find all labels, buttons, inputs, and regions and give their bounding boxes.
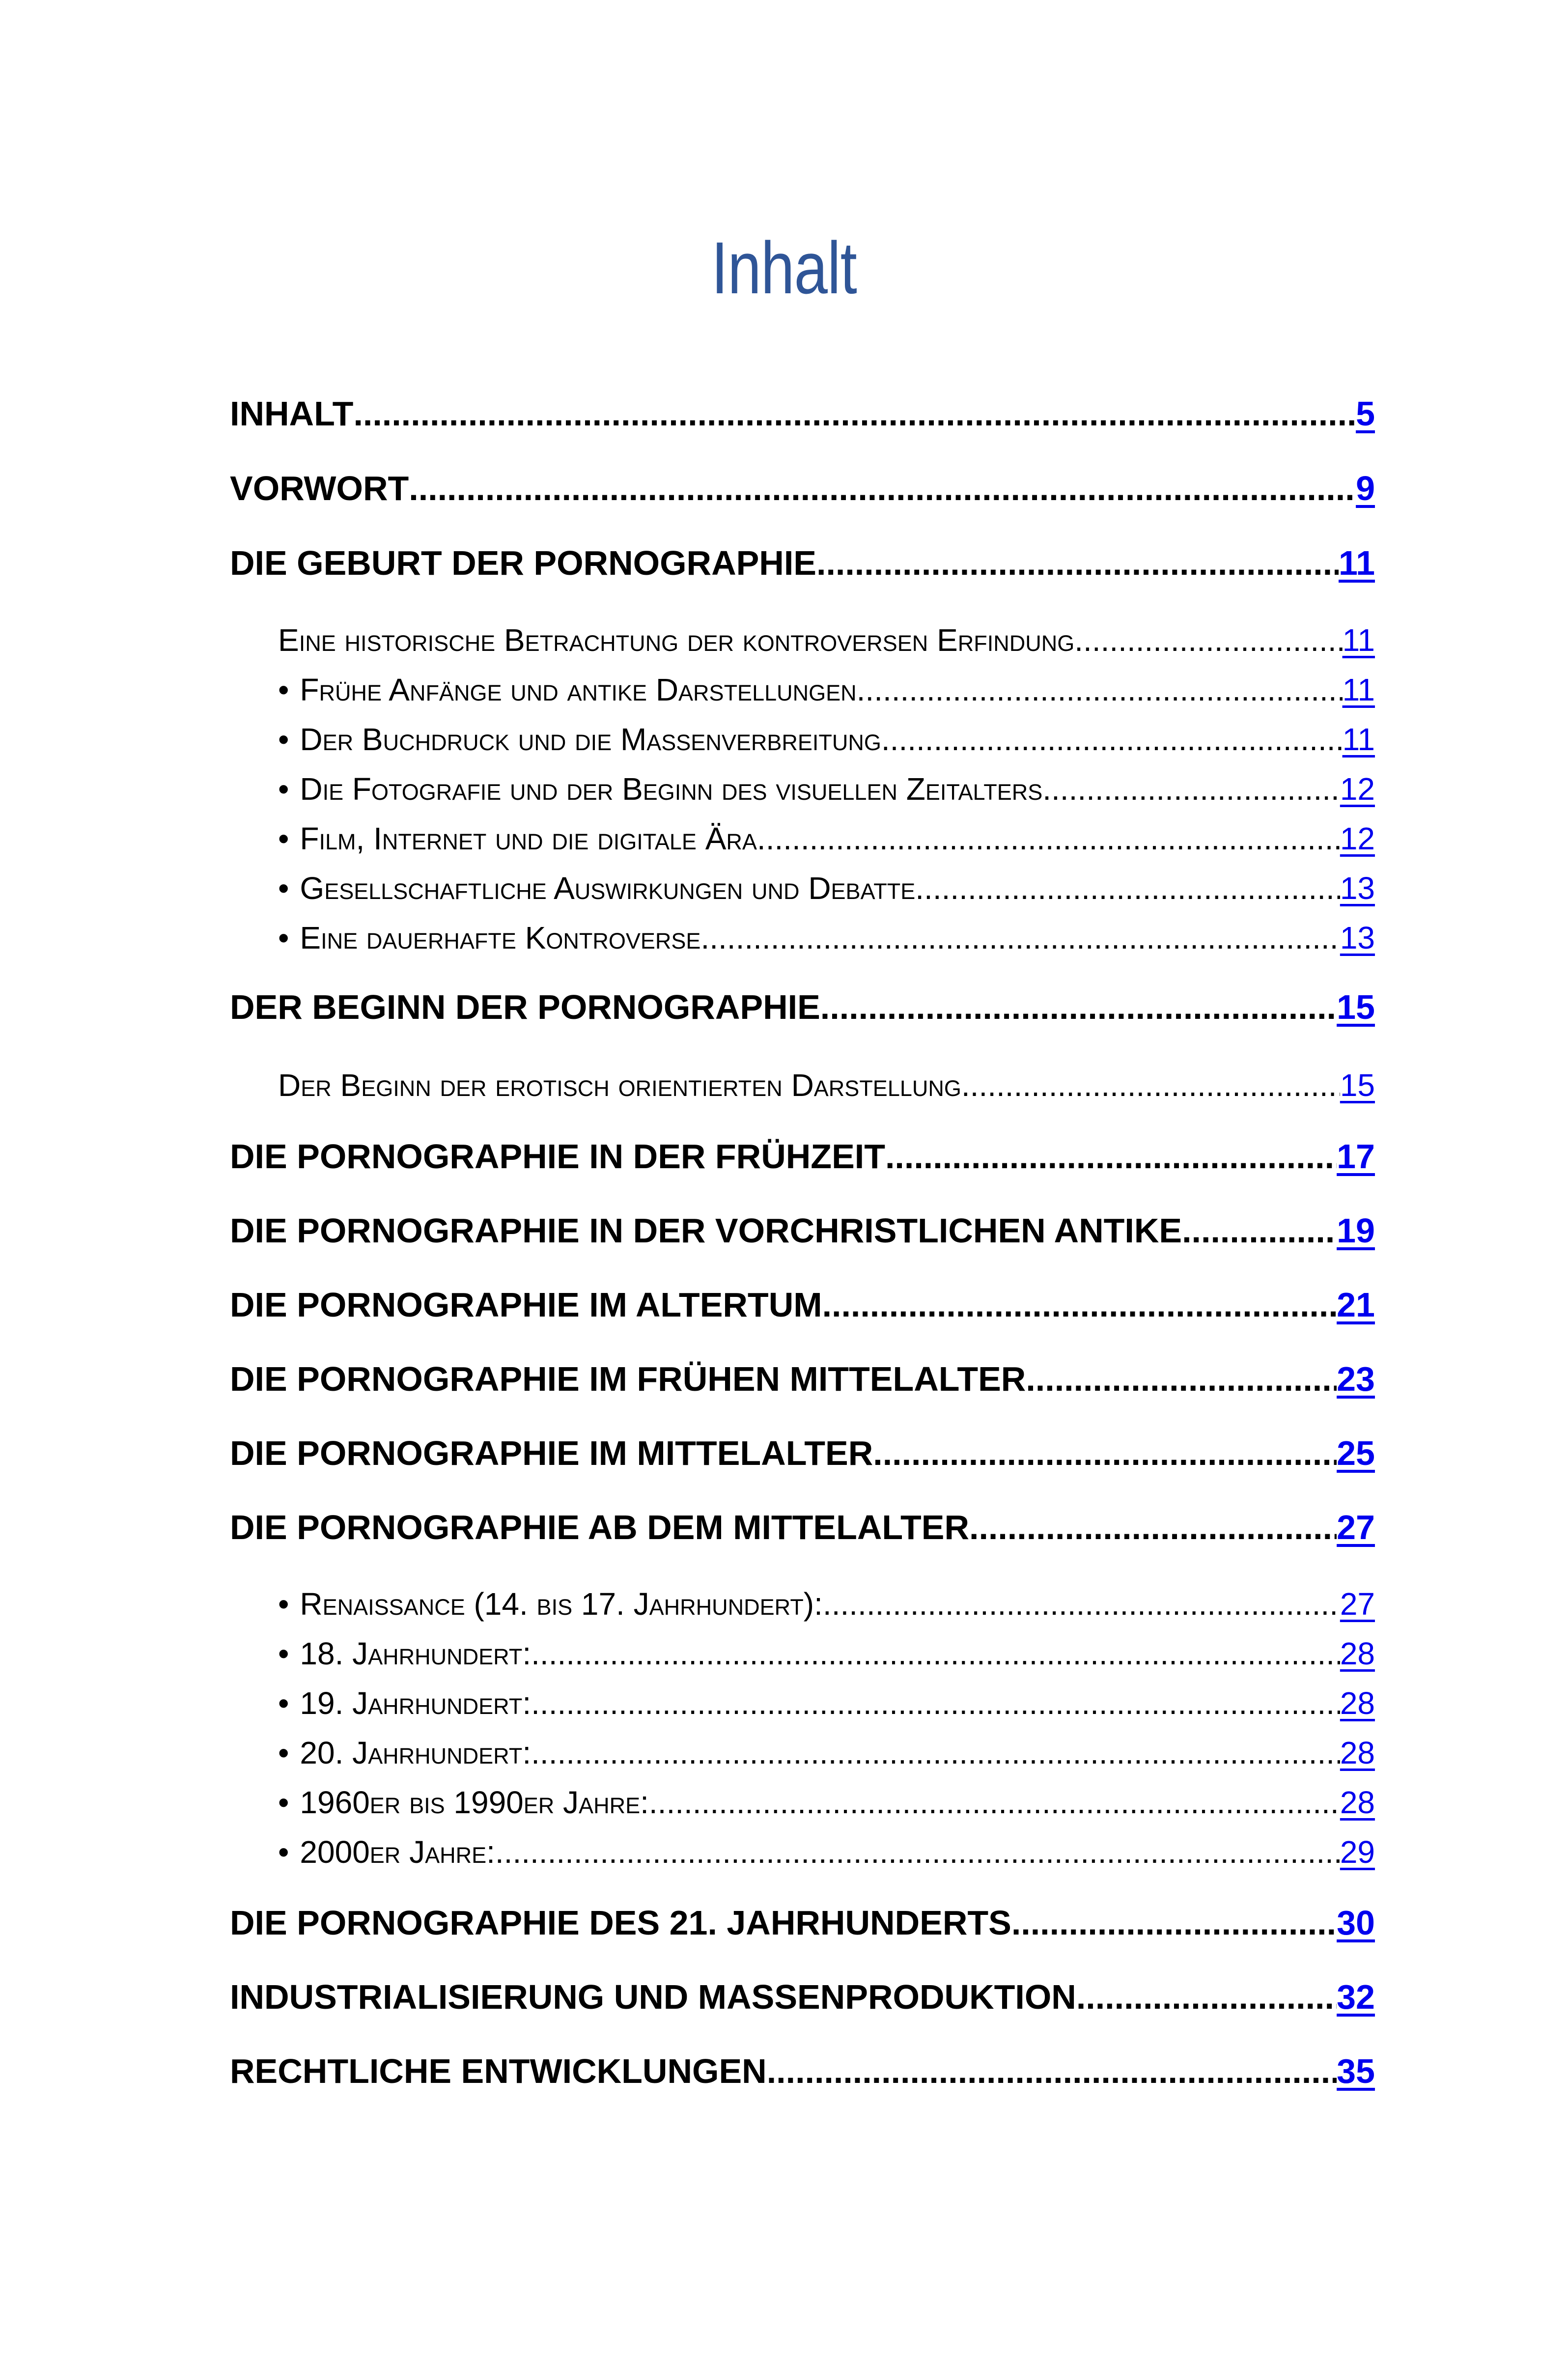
toc-entry-label: INDUSTRIALISIERUNG UND MASSENPRODUKTION	[230, 1978, 1076, 2016]
toc-leader-dots	[700, 920, 1340, 956]
toc-entry[interactable]	[230, 1433, 1375, 1473]
toc-page-link[interactable]: 13	[1340, 870, 1375, 906]
toc-page-link[interactable]: 12	[1340, 771, 1375, 807]
toc-page-link[interactable]: 35	[1337, 2052, 1375, 2090]
toc-page-link[interactable]: 28	[1340, 1636, 1375, 1671]
toc-entry[interactable]	[230, 1359, 1375, 1399]
toc-entry-label: DIE PORNOGRAPHIE IN DER FRÜHZEIT	[230, 1137, 885, 1176]
toc-leader-dots	[961, 1067, 1340, 1103]
toc-leader-dots	[531, 1635, 1340, 1672]
toc-page-link[interactable]: 12	[1340, 821, 1375, 856]
toc-leader-dots	[881, 721, 1343, 758]
toc-entry-label: 18. Jahrhundert:	[300, 1636, 532, 1671]
toc-entry-label: 1960er bis 1990er Jahre:	[300, 1785, 649, 1820]
toc-entry-label: Eine historische Betrachtung der kontroversen Erfindung	[278, 622, 1075, 658]
bullet-icon: •	[278, 1586, 289, 1622]
toc-leader-dots	[495, 1834, 1340, 1870]
bullet-icon: •	[278, 672, 289, 707]
toc-page-link[interactable]: 28	[1340, 1785, 1375, 1820]
toc-entry-label: DER BEGINN DER PORNOGRAPHIE	[230, 988, 820, 1026]
toc-subentry[interactable]	[278, 1834, 1375, 1870]
toc-entry-label: Renaissance (14. bis 17. Jahrhundert):	[300, 1586, 823, 1622]
toc-subentry[interactable]	[278, 771, 1375, 807]
toc-entry[interactable]	[230, 1977, 1375, 2017]
toc-entry-label: DIE PORNOGRAPHIE DES 21. JAHRHUNDERTS	[230, 1904, 1011, 1942]
toc-page-link[interactable]: 11	[1342, 672, 1375, 707]
toc-leader-dots	[353, 394, 1356, 433]
toc-entry-label: DIE PORNOGRAPHIE AB DEM MITTELALTER	[230, 1508, 969, 1546]
toc-subentry[interactable]	[278, 1735, 1375, 1771]
toc-leader-dots	[531, 1735, 1340, 1771]
toc-entry-label: 19. Jahrhundert:	[300, 1685, 532, 1721]
toc-page-link[interactable]: 25	[1337, 1434, 1375, 1472]
bullet-icon: •	[278, 920, 289, 955]
toc-leader-dots	[969, 1508, 1337, 1547]
bullet-icon: •	[278, 1834, 289, 1870]
toc-subentry[interactable]	[278, 870, 1375, 906]
toc-entry-label: Die Fotografie und der Beginn des visuellen Zeitalters	[300, 771, 1043, 807]
toc-entry-label: DIE PORNOGRAPHIE IM FRÜHEN MITTELALTER	[230, 1360, 1026, 1398]
bullet-icon: •	[278, 870, 289, 906]
toc-leader-dots	[820, 987, 1337, 1027]
page-title: Inhalt	[711, 226, 857, 309]
toc-page-link[interactable]: 15	[1340, 1067, 1375, 1103]
toc-leader-dots	[1182, 1211, 1337, 1250]
toc-page-link[interactable]: 11	[1339, 544, 1375, 582]
toc-page-link[interactable]: 21	[1337, 1286, 1375, 1324]
toc-leader-dots	[531, 1685, 1340, 1721]
toc-entry[interactable]	[230, 394, 1375, 433]
toc-leader-dots	[1076, 1977, 1337, 2017]
toc-leader-dots	[823, 1586, 1340, 1622]
toc-entry-label: RECHTLICHE ENTWICKLUNGEN	[230, 2052, 767, 2090]
bullet-icon: •	[278, 1735, 289, 1770]
toc-page-link[interactable]: 32	[1337, 1978, 1375, 2016]
bullet-icon: •	[278, 722, 289, 757]
bullet-icon: •	[278, 771, 289, 807]
toc-page-link[interactable]: 27	[1337, 1508, 1375, 1546]
toc-leader-dots	[1011, 1903, 1337, 1942]
toc-subentry[interactable]	[278, 672, 1375, 708]
toc-page-link[interactable]: 23	[1337, 1360, 1375, 1398]
toc-leader-dots	[915, 870, 1340, 906]
toc-entry[interactable]	[230, 1903, 1375, 1942]
toc-subentry[interactable]	[278, 721, 1375, 758]
toc-page-link[interactable]: 28	[1340, 1735, 1375, 1770]
toc-entry-label: 2000er Jahre:	[300, 1834, 495, 1870]
toc-leader-dots	[822, 1285, 1337, 1324]
toc-entry[interactable]	[230, 543, 1375, 583]
toc-entry[interactable]	[230, 1285, 1375, 1324]
toc-page-link[interactable]: 29	[1340, 1834, 1375, 1870]
toc-entry[interactable]	[230, 1211, 1375, 1250]
toc-entry-label: INHALT	[230, 394, 354, 433]
toc-leader-dots	[1042, 771, 1340, 807]
toc-entry-label: DIE PORNOGRAPHIE IM MITTELALTER	[230, 1434, 873, 1472]
toc-subentry[interactable]	[278, 1586, 1375, 1622]
toc-page-link[interactable]: 11	[1342, 622, 1375, 658]
toc-entry[interactable]	[230, 987, 1375, 1027]
bullet-icon: •	[278, 1785, 289, 1820]
toc-entry-label: VORWORT	[230, 469, 409, 507]
toc-leader-dots	[1026, 1359, 1337, 1399]
toc-entry-label: DIE PORNOGRAPHIE IN DER VORCHRISTLICHEN ANTIKE	[230, 1211, 1182, 1250]
toc-entry-label: DIE GEBURT DER PORNOGRAPHIE	[230, 544, 816, 582]
toc-leader-dots	[757, 820, 1340, 857]
toc-entry[interactable]	[230, 2051, 1375, 2091]
toc-page-link[interactable]: 11	[1342, 722, 1375, 757]
toc-leader-dots	[409, 469, 1356, 508]
toc-entry-label: Gesellschaftliche Auswirkungen und Debatte	[300, 870, 916, 906]
bullet-icon: •	[278, 1636, 289, 1671]
toc-subentry[interactable]	[278, 1635, 1375, 1672]
toc-leader-dots	[857, 672, 1343, 708]
toc-page-link[interactable]: 5	[1356, 394, 1375, 433]
toc-subentry[interactable]	[278, 1784, 1375, 1821]
bullet-icon: •	[278, 821, 289, 856]
toc-page-link[interactable]: 15	[1337, 988, 1375, 1026]
toc-entry[interactable]	[230, 1508, 1375, 1547]
toc-leader-dots	[885, 1137, 1337, 1176]
toc-subentry[interactable]	[278, 1685, 1375, 1721]
toc-page-link[interactable]: 28	[1340, 1685, 1375, 1721]
toc-entry-label: 20. Jahrhundert:	[300, 1735, 532, 1770]
toc-subentry[interactable]	[278, 1067, 1375, 1103]
toc-page-link[interactable]: 27	[1340, 1586, 1375, 1622]
toc-entry[interactable]	[230, 1137, 1375, 1176]
toc-page-link[interactable]: 9	[1356, 469, 1375, 507]
toc-entry-label: DIE PORNOGRAPHIE IM ALTERTUM	[230, 1286, 822, 1324]
toc-page-link[interactable]: 30	[1337, 1904, 1375, 1942]
toc-entry-label: Film, Internet und die digitale Ära	[300, 821, 757, 856]
toc-entry-label: Der Buchdruck und die Massenverbreitung	[300, 722, 881, 757]
toc-leader-dots	[767, 2051, 1337, 2091]
toc-entry-label: Frühe Anfänge und antike Darstellungen	[300, 672, 857, 707]
toc-entry-label: Der Beginn der erotisch orientierten Darstellung	[278, 1067, 961, 1103]
bullet-icon: •	[278, 1685, 289, 1721]
toc-page-link[interactable]: 19	[1337, 1211, 1375, 1250]
toc-page-link[interactable]: 13	[1340, 920, 1375, 955]
toc-subentry[interactable]	[278, 920, 1375, 956]
toc-page-link[interactable]: 17	[1337, 1137, 1375, 1176]
toc-subentry[interactable]	[278, 622, 1375, 658]
toc-subentry[interactable]	[278, 820, 1375, 857]
toc-leader-dots	[649, 1784, 1340, 1821]
toc-leader-dots	[816, 543, 1339, 583]
toc-entry[interactable]	[230, 469, 1375, 508]
toc-leader-dots	[873, 1433, 1337, 1473]
toc-entry-label: Eine dauerhafte Kontroverse	[300, 920, 701, 955]
toc-leader-dots	[1074, 622, 1342, 658]
